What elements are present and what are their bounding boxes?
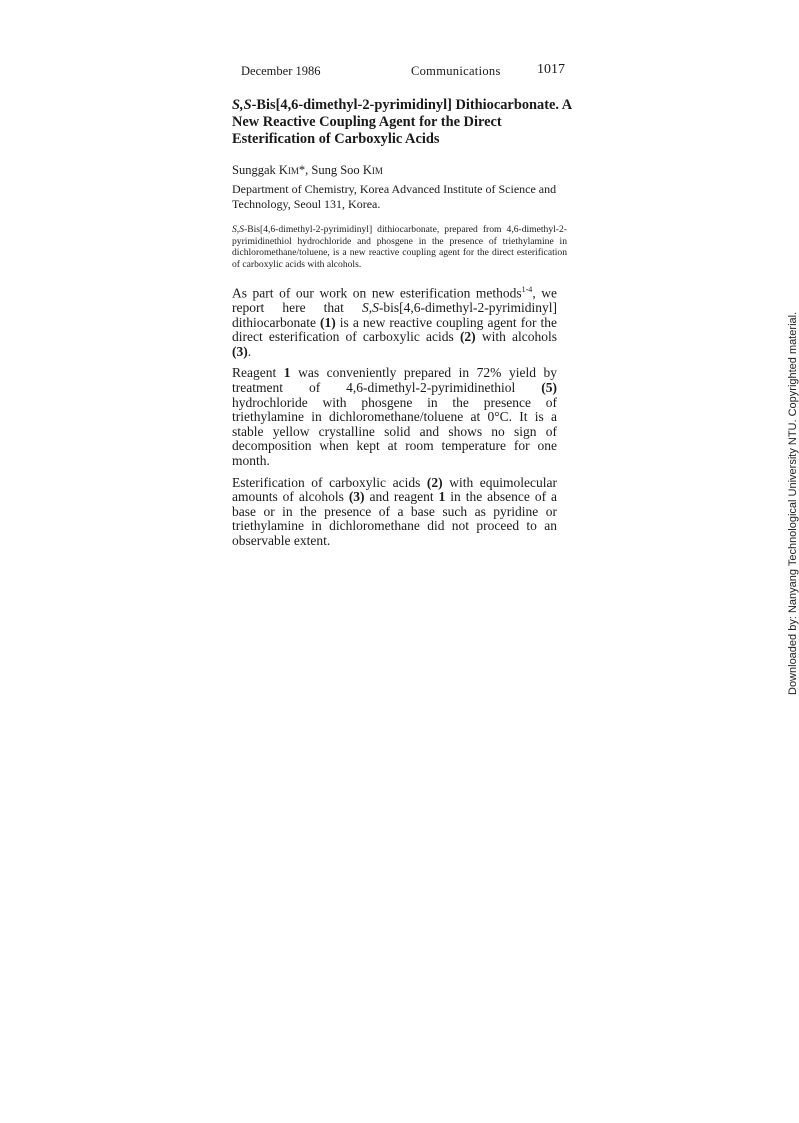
compound-number: (1) (320, 314, 336, 330)
text-run: and reagent (364, 489, 439, 505)
issue-date: December 1986 (241, 64, 321, 78)
text-run: with equimolecular amounts of alcohols (232, 474, 558, 505)
compound-number: (3) (348, 489, 365, 505)
abstract (232, 224, 567, 270)
journal-section: Communications (411, 64, 501, 78)
compound-number: (5) (541, 380, 557, 396)
text-run: Reagent (232, 365, 284, 381)
article-body (232, 283, 557, 556)
author1-family: Kim (278, 163, 299, 177)
running-header (241, 64, 571, 84)
compound-number: 1 (283, 365, 291, 381)
text-run: As part of our work on new esterification methods (232, 285, 522, 301)
compound-number: (2) (459, 329, 476, 345)
author2-family: Kim (362, 163, 383, 177)
download-notice: Downloaded by: Nanyang Technological University NTU. Copyrighted material. (787, 311, 799, 695)
text-run: , we report here that (232, 285, 557, 316)
author-separator: , Sung Soo (305, 163, 363, 177)
text-run: Esterification of carboxylic acids (232, 474, 427, 490)
text-run: S,S (362, 300, 379, 316)
affiliation: Department of Chemistry, Korea Advanced Institute of Science and Technology, Seoul 131, Korea. (232, 182, 557, 211)
text-run: in the absence of a base or in the presence of a base such as pyridine or triethylamine in dichloromethane did not proceed to an observable extent. (232, 489, 558, 548)
author-list (232, 163, 383, 178)
text-run: . (247, 343, 252, 359)
reference-superscript: 1-4 (521, 285, 533, 294)
paragraph-3 (232, 476, 557, 549)
text-run: -bis[4,6-dimethyl-2-pyrimidinyl] dithiocarbonate (232, 300, 557, 330)
corresponding-mark: * (298, 163, 306, 177)
text-run: was conveniently prepared in 72% yield by treatment of 4,6-dimethyl-2-pyrimidinethiol (232, 365, 557, 396)
paragraph-2 (232, 366, 557, 468)
compound-number: (2) (426, 474, 443, 490)
abstract-prefix: S,S (232, 224, 244, 235)
text-run: hydrochloride with phosgene in the presence of triethylamine in dichloromethane/toluene at 0°C. It is a stable yellow crystalline solid and shows no sign of decomposition when kept at room temperature for one month. (232, 394, 557, 469)
abstract-text: -Bis[4,6-dimethyl-2-pyrimidinyl] dithiocarbonate, prepared from 4,6-dimethyl-2-pyrimidinethiol hydrochloride and phosgene in the presence of triethylamine in dichloromethane/toluene, is a new reactive coupling agent for the direct esterification of carboxylic acids with alcohols. (232, 224, 567, 270)
text-run: with alcohols (475, 329, 557, 345)
title-text: -Bis[4,6-dimethyl-2-pyrimidinyl] Dithiocarbonate. A New Reactive Coupling Agent for the Direct Esterification of Carboxylic Acids (232, 97, 572, 147)
page-number: 1017 (537, 62, 565, 77)
article-title (232, 97, 572, 148)
author1-given: Sunggak (232, 163, 279, 177)
paragraph-1 (232, 283, 557, 359)
download-watermark (712, 311, 799, 695)
text-run: is a new reactive coupling agent for the direct esterification of carboxylic acids (232, 314, 557, 345)
compound-number: 1 (438, 489, 446, 505)
title-prefix: S,S (232, 97, 252, 113)
compound-number: (3) (232, 343, 248, 359)
